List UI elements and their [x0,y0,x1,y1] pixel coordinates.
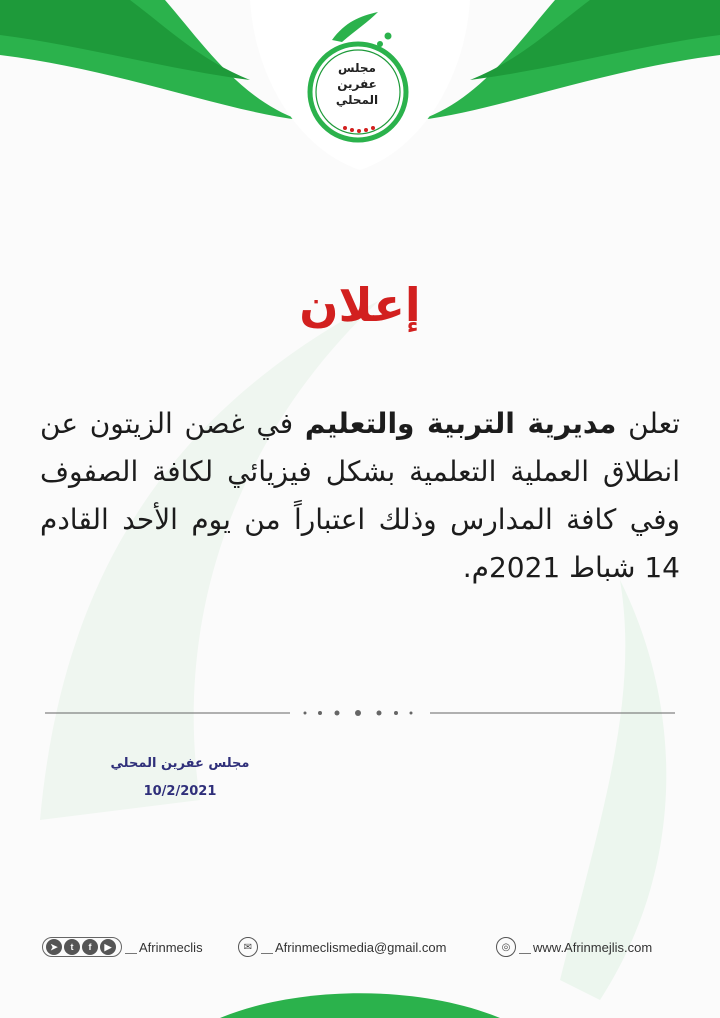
footer-website [496,936,652,958]
signature-date: 10/2/2021 [143,784,217,799]
logo-line-2: عفرين [337,77,377,91]
email-link[interactable]: Afrinmeclismedia@gmail.com [275,939,447,955]
telegram-icon[interactable]: ➤ [46,939,62,955]
facebook-icon[interactable]: f [82,939,98,955]
body-directorate: مديرية التربية والتعليم [304,407,617,440]
announcement-body [40,400,680,592]
footer [0,930,720,964]
twitter-icon[interactable]: t [64,939,80,955]
body-intro: تعلن [628,407,680,440]
announcement-title: إعلان [299,278,421,332]
youtube-icon[interactable]: ▶ [100,939,116,955]
logo-line-3: المحلي [335,93,379,107]
social-handle[interactable]: Afrinmeclis [139,939,203,955]
website-link[interactable]: www.Afrinmejlis.com [533,939,653,955]
body-text: في غصن الزيتون عن انطلاق العملية التعلمية بشكل فيزيائي لكافة الصفوف وفي كافة المدارس وذلك اعتباراً من يوم الأحد القادم 14 شباط 2021م. [40,407,680,584]
footer-social [42,936,203,958]
divider [45,710,675,716]
logo [312,60,402,108]
globe-icon: ◎ [496,937,516,957]
email-icon: ✉ [238,937,258,957]
logo-line-1: مجلس [338,61,376,75]
social-icons-group [42,937,122,957]
footer-email [238,936,446,958]
signature-name: مجلس عفرين المحلي [110,756,250,771]
